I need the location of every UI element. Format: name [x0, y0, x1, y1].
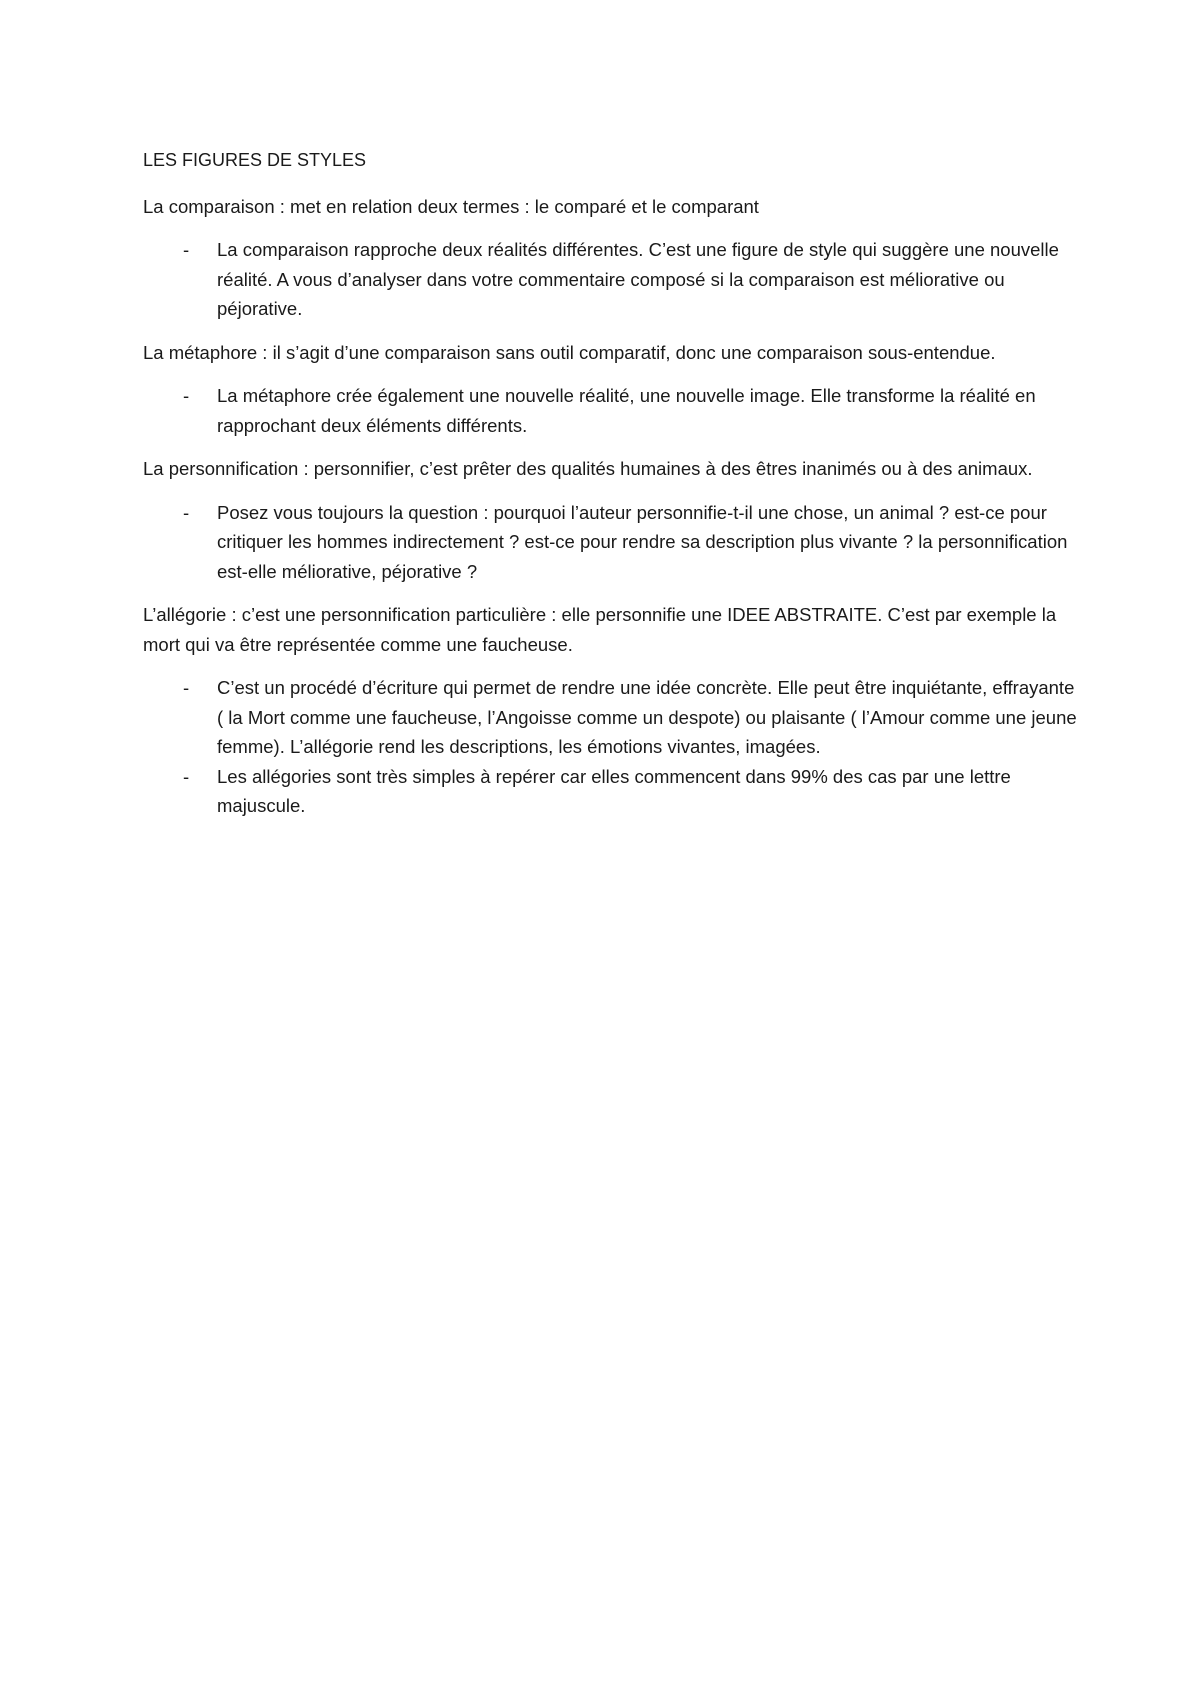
- list-item: [143, 381, 1078, 440]
- section-heading-comparaison: La comparaison : met en relation deux termes : le comparé et le comparant: [143, 195, 759, 217]
- bullet-dash: -: [183, 765, 190, 787]
- section-heading-personnification: La personnification : personnifier, c’est prêter des qualités humaines à des êtres inanimés ou à des animaux.: [143, 458, 1033, 479]
- document-title: LES FIGURES DE STYLES: [143, 150, 367, 170]
- bullet-dash: -: [183, 677, 190, 698]
- section-heading-metaphore: La métaphore : il s’agit d’une comparaison sans outil comparatif, donc une comparaison sous-entendue.: [143, 341, 996, 363]
- list-item: [143, 673, 1078, 762]
- bullet-list-metaphore: [143, 381, 1078, 440]
- bullet-dash: -: [183, 501, 190, 523]
- bullet-text: C’est un procédé d’écriture qui permet de rendre une idée concrète. Elle peut être inquiétante, effrayante ( la Mort comme une faucheuse, l’Angoisse comme un despote) ou plaisante ( l’Amour comme une jeune femme). L’allégorie rend les descriptions, les émotions vivantes, imagées.: [217, 677, 1077, 757]
- bullet-dash: -: [183, 385, 190, 406]
- section-heading-allegorie: L’allégorie : c’est une personnification particulière : elle personnifie une IDEE ABSTRAITE. C’est par exemple la mort qui va être représentée comme une faucheuse.: [143, 604, 1057, 655]
- bullet-dash: -: [183, 239, 190, 260]
- bullet-list-comparaison: [143, 235, 1078, 324]
- list-item: [143, 762, 1078, 821]
- list-item: [143, 498, 1078, 587]
- bullet-list-allegorie: [143, 673, 1078, 821]
- bullet-text: La comparaison rapproche deux réalités différentes. C’est une figure de style qui suggère une nouvelle réalité. A vous d’analyser dans votre commentaire composé si la comparaison est méliorative ou péjorative.: [217, 239, 1059, 319]
- bullet-list-personnification: [143, 498, 1078, 587]
- document-page: [143, 146, 1078, 835]
- bullet-text: Les allégories sont très simples à repérer car elles commencent dans 99% des cas par une lettre majuscule.: [217, 765, 1011, 816]
- bullet-text: La métaphore crée également une nouvelle réalité, une nouvelle image. Elle transforme la réalité en rapprochant deux éléments différents.: [217, 385, 1036, 436]
- list-item: [143, 235, 1078, 324]
- bullet-text: Posez vous toujours la question : pourquoi l’auteur personnifie-t-il une chose, un animal ? est-ce pour critiquer les hommes indirectement ? est-ce pour rendre sa description plus vivante ? la personnification est-elle méliorative, péjorative ?: [217, 501, 1068, 582]
